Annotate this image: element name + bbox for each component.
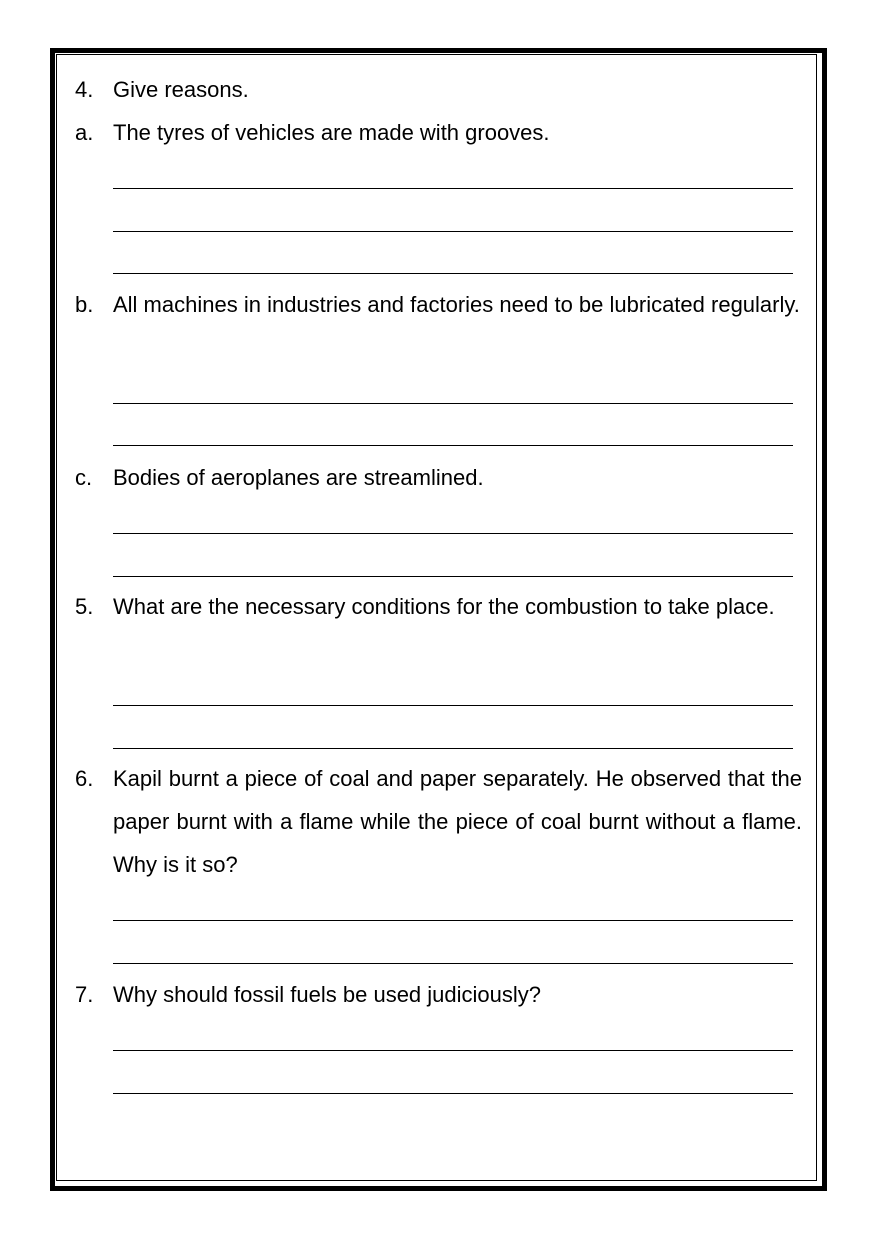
question-4a (75, 111, 802, 154)
question-text: The tyres of vehicles are made with grooves. (113, 120, 550, 145)
answer-line[interactable] (113, 920, 793, 921)
question-4-heading (75, 68, 802, 111)
answer-line[interactable] (113, 231, 793, 232)
answer-line[interactable] (113, 705, 793, 706)
question-4b (75, 283, 802, 326)
question-number: b. (75, 292, 94, 317)
question-text: Bodies of aeroplanes are streamlined. (113, 465, 484, 490)
answer-line[interactable] (113, 576, 793, 577)
question-number: 7. (75, 982, 94, 1007)
question-text: What are the necessary conditions for the combustion to take place. (113, 594, 775, 619)
question-5 (75, 585, 802, 628)
question-text: Give reasons. (113, 77, 249, 102)
question-text: All machines in industries and factories need to be lubricated regularly. (113, 292, 800, 317)
question-number: 6. (75, 766, 94, 791)
answer-line[interactable] (113, 533, 793, 534)
question-7 (75, 973, 802, 1016)
question-4c (75, 456, 802, 499)
question-text: Kapil burnt a piece of coal and paper separately. He observed that the paper burnt with a flame while the piece of coal burnt without a flame. Why is it so? (113, 766, 802, 877)
question-number: 4. (75, 77, 94, 102)
question-text: Why should fossil fuels be used judiciously? (113, 982, 542, 1007)
question-number: c. (75, 465, 93, 490)
answer-line[interactable] (113, 963, 793, 964)
answer-line[interactable] (113, 748, 793, 749)
answer-line[interactable] (113, 403, 793, 404)
answer-line[interactable] (113, 188, 793, 189)
question-number: 5. (75, 594, 94, 619)
answer-line[interactable] (113, 1050, 793, 1051)
answer-line[interactable] (113, 273, 793, 274)
question-number: a. (75, 120, 94, 145)
question-6 (75, 757, 802, 886)
answer-line[interactable] (113, 445, 793, 446)
answer-line[interactable] (113, 1093, 793, 1094)
